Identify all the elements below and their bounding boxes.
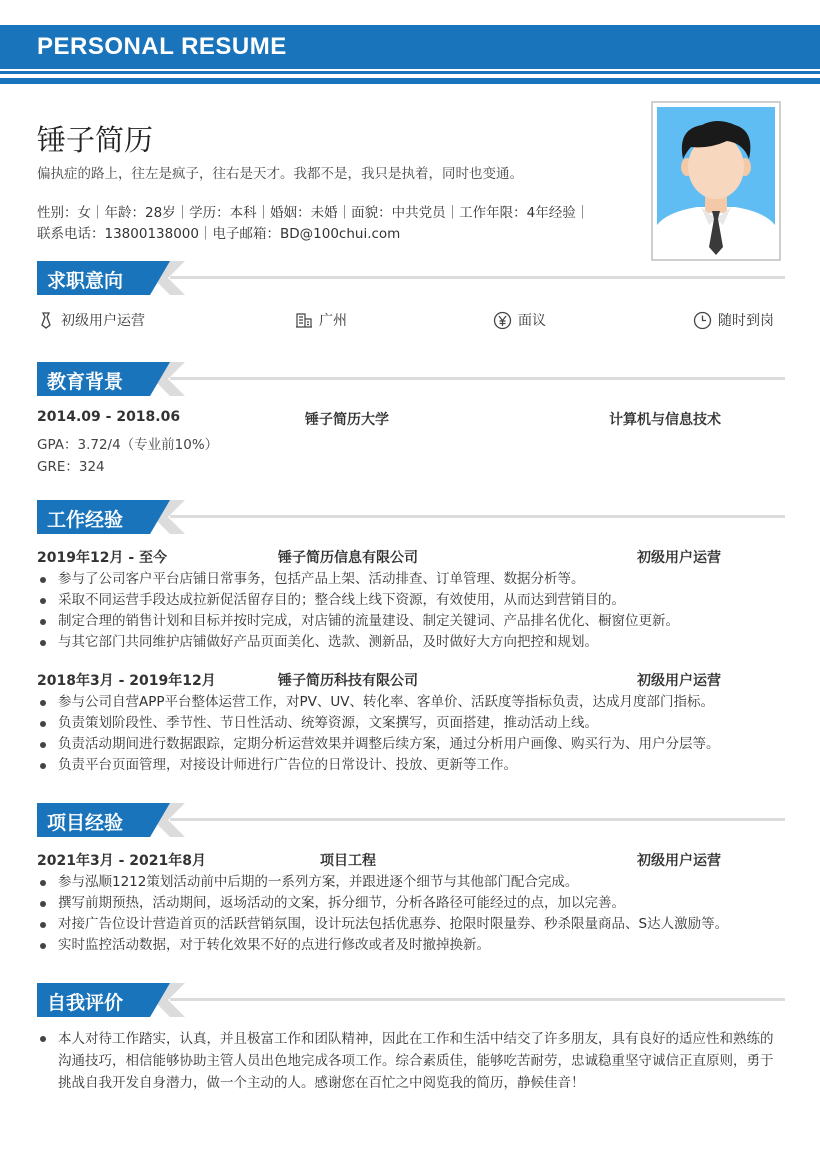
contact-info: 联系电话：13800138000｜电子邮箱：BD@100chui.com — [37, 226, 401, 242]
section-divider — [170, 818, 785, 821]
education-school: 锤子简历大学 — [305, 412, 389, 428]
section-header-intent — [37, 261, 785, 295]
header-bar — [0, 25, 820, 69]
profile-photo — [651, 101, 781, 261]
work-role: 初级用户运营 — [637, 673, 721, 689]
education-major: 计算机与信息技术 — [609, 412, 721, 428]
section-title: 工作经验 — [47, 509, 124, 531]
work-duties-1 — [37, 569, 787, 653]
list-item: 负责策划阶段性、季节性、节日性活动、统筹资源，文案撰写，页面搭建，推动活动上线。 — [37, 713, 787, 734]
yen-icon — [493, 311, 512, 330]
list-item: 撰写前期预热，活动期间，返场活动的文案，拆分细节，分析各路径可能经过的点，加以完善。 — [37, 893, 787, 914]
project-duties — [37, 872, 787, 956]
project-name: 项目工程 — [320, 853, 376, 869]
self-evaluation-text: 本人对待工作踏实，认真，并且极富工作和团队精神，因此在工作和生活中结交了许多朋友，具有良好的适应性和熟练的沟通技巧，相信能够协助主管人员出色地完成各项工作。综合素质佳，能够吃苦耐劳，忠诚稳重坚守诚信正直原则，勇于挑战自我开发自身潜力，做一个主动的人。感谢您在百忙之中阅览我的简历，静候佳音！ — [37, 1028, 785, 1094]
motto: 偏执症的路上，往左是疯子，往右是天才。我都不是，我只是执着，同时也变通。 — [37, 166, 523, 182]
list-item: 参与了公司客户平台店铺日常事务，包括产品上架、活动排查、订单管理、数据分析等。 — [37, 569, 787, 590]
intent-availability — [693, 310, 774, 330]
list-item: 负责平台页面管理，对接设计师进行广告位的日常设计、投放、更新等工作。 — [37, 755, 787, 776]
resume-name: 锤子简历 — [37, 123, 154, 157]
list-item: 实时监控活动数据，对于转化效果不好的点进行修改或者及时撤掉换新。 — [37, 935, 787, 956]
section-divider — [170, 276, 785, 279]
intent-city-label: 广州 — [319, 313, 347, 329]
header-divider — [0, 71, 820, 74]
intent-position-label: 初级用户运营 — [61, 313, 145, 329]
personal-info: 性别：女｜年龄：28岁｜学历：本科｜婚姻：未婚｜面貌：中共党员｜工作年限：4年经验｜ — [37, 205, 590, 221]
work-company: 锤子简历信息有限公司 — [278, 550, 418, 566]
work-company: 锤子简历科技有限公司 — [278, 673, 418, 689]
intent-position — [37, 310, 145, 330]
intent-city — [295, 310, 347, 330]
list-item: 参与泓顺1212策划活动前中后期的一系列方案，并跟进逐个细节与其他部门配合完成。 — [37, 872, 787, 893]
section-title: 项目经验 — [47, 812, 124, 834]
self-evaluation — [37, 1028, 785, 1094]
section-title: 求职意向 — [47, 270, 124, 292]
intent-salary — [493, 310, 546, 330]
project-period: 2021年3月 - 2021年8月 — [37, 853, 206, 869]
work-period: 2018年3月 - 2019年12月 — [37, 673, 216, 689]
section-header-education — [37, 362, 785, 396]
project-role: 初级用户运营 — [637, 853, 721, 869]
header-divider-thick — [0, 78, 820, 84]
building-icon — [295, 311, 313, 329]
section-divider — [170, 515, 785, 518]
list-item: 与其它部门共同维护店铺做好产品页面美化、选款、测新品，及时做好大方向把控和规划。 — [37, 632, 787, 653]
work-period: 2019年12月 - 至今 — [37, 550, 168, 566]
intent-salary-label: 面议 — [518, 313, 546, 329]
list-item: 参与公司自营APP平台整体运营工作，对PV、UV、转化率、客单价、活跃度等指标负责，达成月度部门指标。 — [37, 692, 787, 713]
list-item: 制定合理的销售计划和目标并按时完成，对店铺的流量建设、制定关键词、产品排名优化、橱窗位更新。 — [37, 611, 787, 632]
list-item: 负责活动期间进行数据跟踪，定期分析运营效果并调整后续方案，通过分析用户画像、购买行为、用户分层等。 — [37, 734, 787, 755]
education-gre: GRE：324 — [37, 459, 105, 475]
education-period: 2014.09 - 2018.06 — [37, 409, 181, 425]
work-duties-2 — [37, 692, 787, 776]
education-gpa: GPA：3.72/4（专业前10%） — [37, 437, 219, 453]
section-divider — [170, 377, 785, 380]
section-header-self — [37, 983, 785, 1017]
section-title: 自我评价 — [47, 992, 124, 1014]
section-header-project — [37, 803, 785, 837]
header-title: PERSONAL RESUME — [37, 33, 287, 60]
section-title: 教育背景 — [47, 371, 124, 393]
section-header-work — [37, 500, 785, 534]
avatar — [657, 107, 775, 255]
list-item: 对接广告位设计营造首页的活跃营销氛围，设计玩法包括优惠券、抢限时限量券、秒杀限量商品、S达人激励等。 — [37, 914, 787, 935]
clock-icon — [693, 311, 712, 330]
section-divider — [170, 998, 785, 1001]
intent-availability-label: 随时到岗 — [718, 313, 774, 329]
list-item: 采取不同运营手段达成拉新促活留存目的；整合线上线下资源，有效使用，从而达到营销目的。 — [37, 590, 787, 611]
tie-icon — [37, 311, 55, 329]
work-role: 初级用户运营 — [637, 550, 721, 566]
